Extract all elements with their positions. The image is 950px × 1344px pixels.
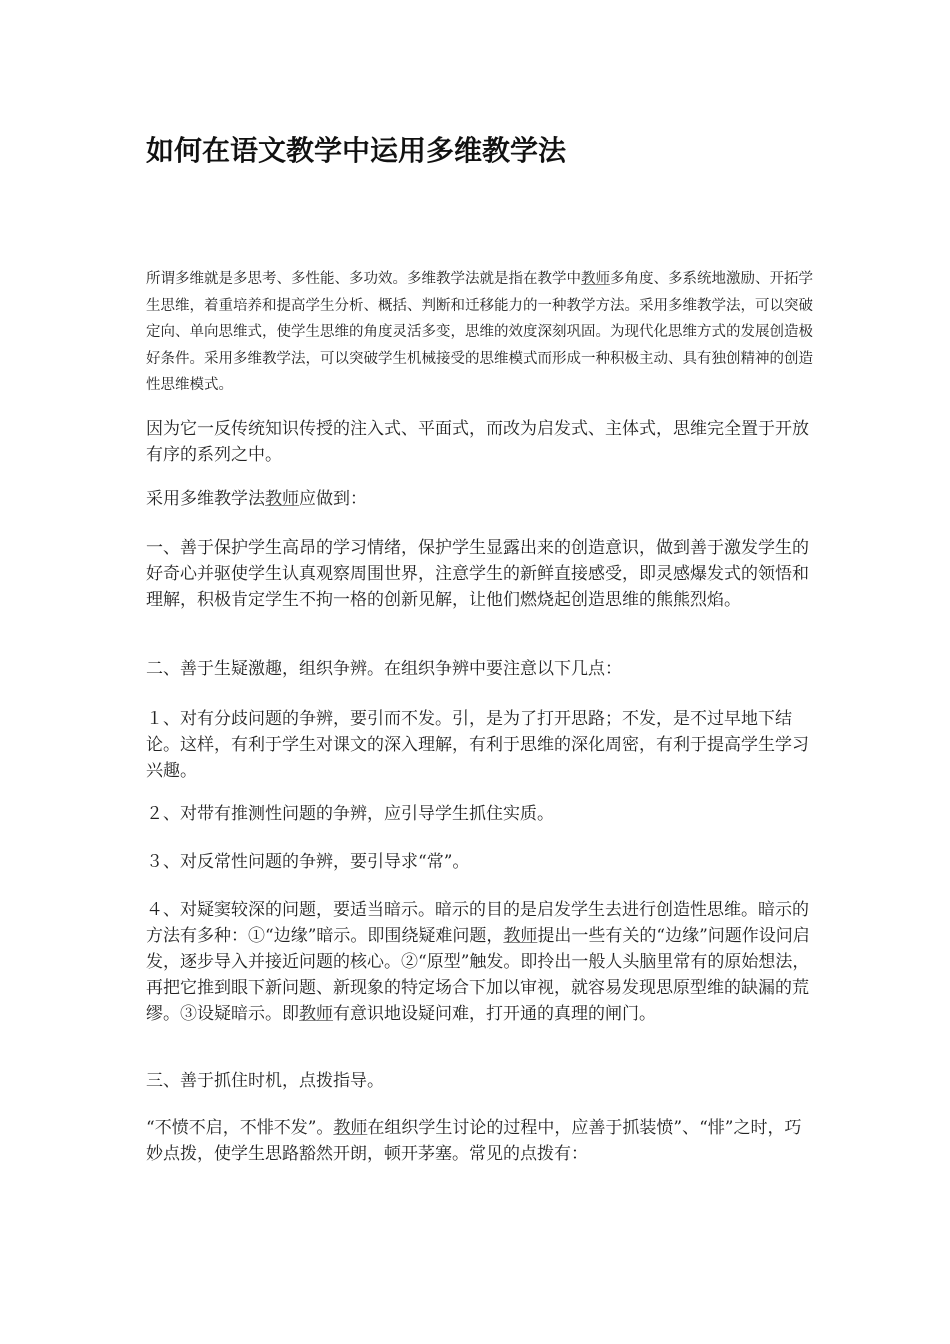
- teacher-link[interactable]: 教师: [581, 271, 610, 287]
- item-4-text-1: ４、对疑窦较深的问题，要适当暗示。暗示的目的是启发学生去进行创造性思维。暗示的方法有多种：①“边缘”暗示。即围绕疑难问题，: [146, 900, 809, 946]
- intro-paragraph: [146, 266, 814, 399]
- teacher-link[interactable]: 教师: [265, 489, 299, 509]
- teacher-link[interactable]: 教师: [299, 1004, 333, 1024]
- intro-text-end: 多角度、多系统地激励、开拓学生思维，着重培养和提高学生分析、概括、判断和迁移能力的一种教学方法。采用多维教学法，可以突破定向、单向思维式，使学生思维的角度灵活多变，思维的效度深刻巩固。为现代化思维方式的发展创造极好条件。采用多维教学法，可以突破学生机械接受的思维模式而形成一种积极主动、具有独创精神的创造性思维模式。: [146, 271, 813, 393]
- section-three-quote-paragraph: [146, 1115, 814, 1167]
- item-4-text-2: 提出一些有关的“边缘”问题作设问启发，逐步导入并接近问题的核心。②“原型”触发。即拎出一般人头脑里常有的原始想法，再把它推到眼下新问题、新现象的特定场合下加以审视，就容易发现思原型维的缺漏的荒缪。③设疑暗示。即: [146, 926, 810, 1024]
- document-title: 如何在语文教学中运用多维教学法: [146, 134, 567, 167]
- quote-text-end: 在组织学生讨论的过程中，应善于抓装愤”、“悱”之时，巧妙点拨，使学生思路豁然开朗，顿开茅塞。常见的点拨有：: [146, 1118, 802, 1164]
- teacher-link[interactable]: 教师: [503, 926, 538, 946]
- should-do-text-start: 采用多维教学法: [146, 489, 265, 509]
- teacher-link[interactable]: 教师: [333, 1118, 368, 1138]
- section-three-heading: 三、善于抓住时机，点拨指导。: [146, 1071, 384, 1091]
- reason-paragraph: 因为它一反传统知识传授的注入式、平面式，而改为启发式、主体式，思维完全置于开放有序的系列之中。: [146, 419, 809, 465]
- should-do-text-end: 应做到：: [299, 489, 367, 509]
- should-do-paragraph: [146, 486, 814, 512]
- section-two-item-1: １、对有分歧问题的争辨，要引而不发。引，是为了打开思路；不发，是不过早地下结论。这样，有利于学生对课文的深入理解，有利于思维的深化周密，有利于提高学生学习兴趣。: [146, 709, 809, 781]
- section-two-item-3: ３、对反常性问题的争辨，要引导求“常”。: [146, 852, 470, 872]
- quote-text-start: “不愤不启，不悱不发”。: [146, 1118, 334, 1138]
- section-two-heading: 二、善于生疑激趣，组织争辨。在组织争辨中要注意以下几点：: [146, 659, 622, 679]
- item-4-text-3: 有意识地设疑问难，打开通的真理的闸门。: [333, 1004, 656, 1024]
- section-two-item-4: [146, 897, 814, 1027]
- section-one-paragraph: 一、善于保护学生高昂的学习情绪，保护学生显露出来的创造意识，做到善于激发学生的好奇心并驱使学生认真观察周围世界，注意学生的新鲜直接感受，即灵感爆发式的领悟和理解，积极肯定学生不拘一格的创新见解，让他们燃烧起创造思维的熊熊烈焰。: [146, 538, 809, 610]
- section-two-item-2: ２、对带有推测性问题的争辨，应引导学生抓住实质。: [146, 804, 554, 824]
- intro-text-start: 所谓多维就是多思考、多性能、多功效。多维教学法就是指在教学中: [146, 271, 581, 287]
